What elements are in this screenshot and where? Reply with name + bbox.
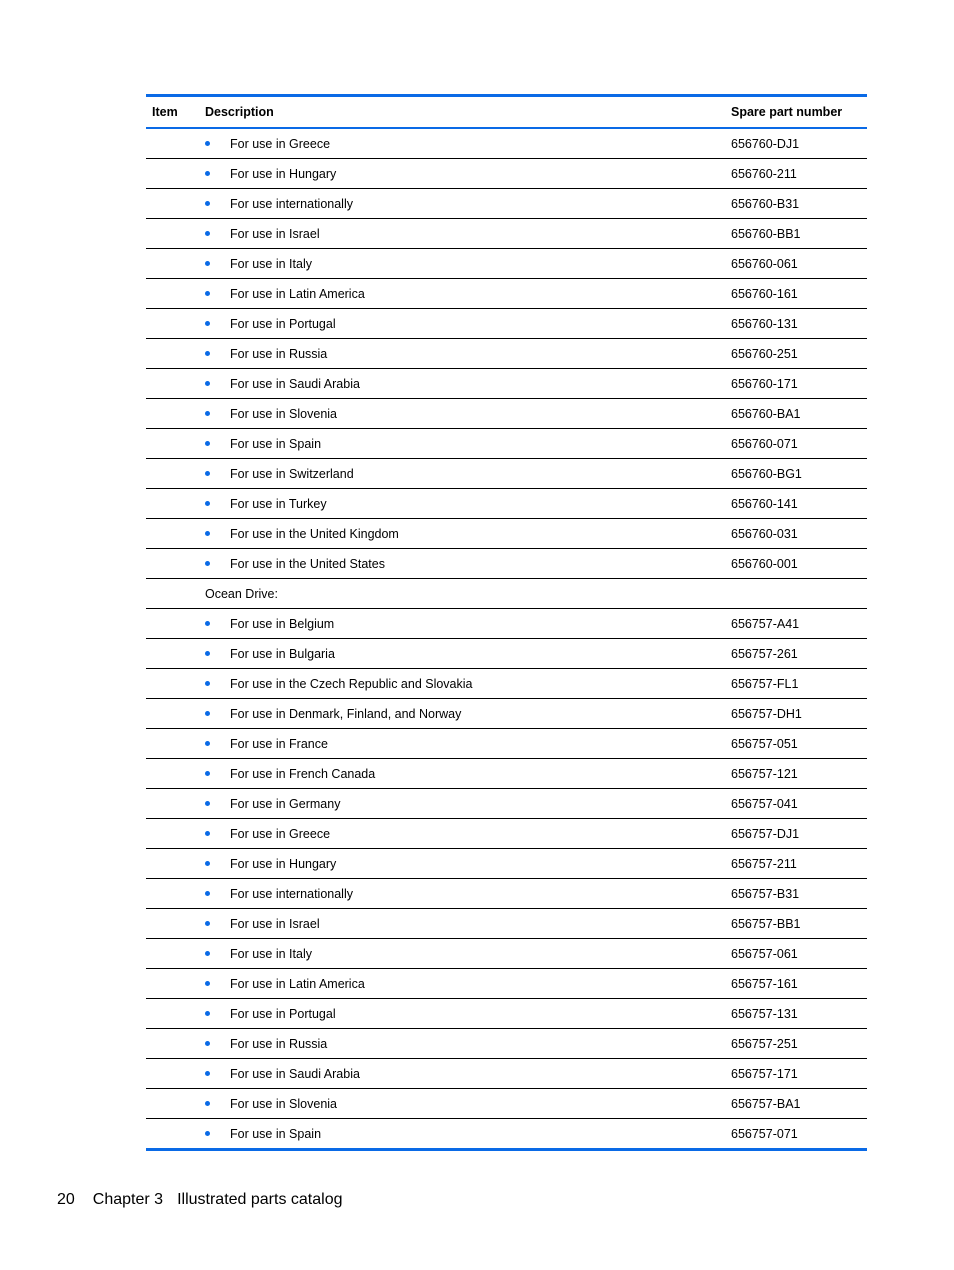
spare-part-number-cell: 656757-BA1 (725, 1089, 867, 1119)
table-row (146, 879, 867, 909)
table-row (146, 1119, 867, 1150)
bullet-icon (205, 411, 210, 416)
item-cell (146, 519, 199, 549)
item-cell (146, 249, 199, 279)
spare-part-number-cell: 656757-BB1 (725, 909, 867, 939)
description-text: Ocean Drive: (205, 586, 278, 601)
item-cell (146, 339, 199, 369)
table-row (146, 909, 867, 939)
item-cell (146, 999, 199, 1029)
bullet-icon (205, 291, 210, 296)
description-text: For use in Russia (230, 1036, 328, 1051)
bullet-icon (205, 981, 210, 986)
description-cell (199, 999, 725, 1029)
table-row (146, 669, 867, 699)
spare-part-number-cell: 656757-131 (725, 999, 867, 1029)
description-cell (199, 279, 725, 309)
spare-part-number-cell: 656757-DH1 (725, 699, 867, 729)
item-cell (146, 819, 199, 849)
bullet-icon (205, 1041, 210, 1046)
bullet-icon (205, 201, 210, 206)
bullet-icon (205, 531, 210, 536)
description-cell (199, 219, 725, 249)
chapter-title: Illustrated parts catalog (177, 1191, 343, 1208)
item-cell (146, 1089, 199, 1119)
description-cell (199, 1059, 725, 1089)
table-row (146, 219, 867, 249)
bullet-icon (205, 741, 210, 746)
description-cell (199, 969, 725, 999)
description-text: For use in Portugal (230, 1006, 336, 1021)
description-cell (199, 459, 725, 489)
table-row (146, 399, 867, 429)
bullet-icon (205, 351, 210, 356)
spare-part-number-cell: 656760-131 (725, 309, 867, 339)
bullet-icon (205, 831, 210, 836)
description-cell (199, 519, 725, 549)
table-row (146, 1029, 867, 1059)
spare-part-number-cell: 656760-211 (725, 159, 867, 189)
table-row (146, 159, 867, 189)
description-cell (199, 1089, 725, 1119)
description-cell (199, 849, 725, 879)
item-cell (146, 1059, 199, 1089)
item-cell (146, 309, 199, 339)
description-cell (199, 159, 725, 189)
header-spare-part-number: Spare part number (725, 96, 867, 129)
description-cell (199, 309, 725, 339)
table-row (146, 969, 867, 999)
spare-part-number-cell: 656757-061 (725, 939, 867, 969)
spare-part-number-cell: 656757-211 (725, 849, 867, 879)
table-row (146, 999, 867, 1029)
spare-part-number-cell: 656757-051 (725, 729, 867, 759)
table-row (146, 759, 867, 789)
description-cell (199, 429, 725, 459)
header-description: Description (199, 96, 725, 129)
description-cell (199, 399, 725, 429)
spare-part-number-cell: 656757-041 (725, 789, 867, 819)
description-text: For use in Saudi Arabia (230, 376, 360, 391)
description-text: For use in Turkey (230, 496, 327, 511)
spare-part-number-cell: 656757-071 (731, 1126, 798, 1141)
item-cell (146, 639, 199, 669)
item-cell (146, 549, 199, 579)
table-row (146, 939, 867, 969)
table-row (146, 249, 867, 279)
bullet-icon (205, 651, 210, 656)
description-text: For use in Latin America (230, 286, 365, 301)
item-cell (146, 759, 199, 789)
table-row (146, 699, 867, 729)
description-text: For use in Germany (230, 796, 341, 811)
page-footer (57, 1191, 342, 1209)
bullet-icon (205, 921, 210, 926)
item-cell (146, 159, 199, 189)
spare-part-number-cell: 656760-251 (725, 339, 867, 369)
bullet-icon (205, 501, 210, 506)
spare-part-number-cell: 656757-251 (725, 1029, 867, 1059)
table-row (146, 128, 867, 159)
description-text: For use in France (230, 736, 328, 751)
table-row (146, 189, 867, 219)
item-cell (146, 789, 199, 819)
bullet-icon (205, 861, 210, 866)
table-header-row (146, 96, 867, 129)
description-text: For use in Hungary (230, 166, 337, 181)
table-row (146, 729, 867, 759)
item-cell (146, 279, 199, 309)
item-cell (146, 219, 199, 249)
description-text: For use in the United States (230, 556, 385, 571)
table-row (146, 309, 867, 339)
item-cell (146, 579, 199, 609)
description-text: For use in Greece (230, 136, 331, 151)
description-text: For use in Denmark, Finland, and Norway (230, 706, 462, 721)
table-row (146, 339, 867, 369)
spare-part-number-cell: 656760-DJ1 (725, 128, 867, 159)
table-row (146, 819, 867, 849)
item-cell (146, 369, 199, 399)
bullet-icon (205, 771, 210, 776)
item-cell (146, 909, 199, 939)
spare-part-number-cell: 656757-121 (725, 759, 867, 789)
bullet-icon (205, 141, 210, 146)
description-text: For use in Italy (230, 256, 312, 271)
bullet-icon (205, 1101, 210, 1106)
item-cell (146, 849, 199, 879)
table-row (146, 489, 867, 519)
description-text: For use in Belgium (230, 616, 335, 631)
bullet-icon (205, 231, 210, 236)
description-text: For use in Spain (230, 436, 322, 451)
table-row (146, 1059, 867, 1089)
description-text: For use in Slovenia (230, 1096, 338, 1111)
item-cell (146, 1119, 199, 1150)
table-row (146, 519, 867, 549)
bullet-icon (205, 381, 210, 386)
page-number: 20 (57, 1191, 75, 1208)
description-cell (199, 819, 725, 849)
bullet-icon (205, 711, 210, 716)
spare-part-number-cell: 656760-BG1 (725, 459, 867, 489)
spare-part-number-cell: 656757-FL1 (725, 669, 867, 699)
description-text: For use in Israel (230, 916, 320, 931)
table-row (146, 789, 867, 819)
bullet-icon (205, 951, 210, 956)
table-row (146, 849, 867, 879)
description-cell (199, 639, 725, 669)
bullet-icon (205, 441, 210, 446)
spare-part-number-cell: 656760-BB1 (725, 219, 867, 249)
description-text: For use in Spain (230, 1126, 322, 1141)
description-cell (199, 789, 725, 819)
table-row (146, 549, 867, 579)
description-cell (199, 369, 725, 399)
table-row (146, 609, 867, 639)
bullet-icon (205, 1071, 210, 1076)
description-cell (199, 609, 725, 639)
bullet-icon (205, 471, 210, 476)
description-cell (199, 939, 725, 969)
description-text: For use in Israel (230, 226, 320, 241)
spare-part-number-cell: 656760-161 (725, 279, 867, 309)
bullet-icon (205, 891, 210, 896)
description-cell (199, 579, 725, 609)
spare-part-number-cell: 656760-171 (725, 369, 867, 399)
bullet-icon (205, 261, 210, 266)
spare-part-number-cell: 656760-B31 (725, 189, 867, 219)
description-text: For use in French Canada (230, 766, 376, 781)
item-cell (146, 699, 199, 729)
description-cell (199, 489, 725, 519)
bullet-icon (205, 561, 210, 566)
description-cell (199, 1029, 725, 1059)
item-cell (146, 669, 199, 699)
bullet-icon (205, 621, 210, 626)
bullet-icon (205, 321, 210, 326)
description-cell (199, 549, 725, 579)
table-row (146, 279, 867, 309)
bullet-icon (205, 1011, 210, 1016)
description-text: For use in Russia (230, 346, 328, 361)
spare-part-number-cell: 656760-031 (725, 519, 867, 549)
table-row (146, 429, 867, 459)
spare-part-number-cell: 656760-001 (725, 549, 867, 579)
spare-part-number-cell: 656757-DJ1 (725, 819, 867, 849)
spare-part-number-cell: 656760-141 (725, 489, 867, 519)
bullet-icon (205, 801, 210, 806)
spare-part-number-cell: 656757-261 (725, 639, 867, 669)
description-cell (199, 189, 725, 219)
item-cell (146, 489, 199, 519)
item-cell (146, 459, 199, 489)
description-text: For use in the Czech Republic and Slovakia (230, 676, 473, 691)
description-text: For use in Bulgaria (230, 646, 335, 661)
description-text: For use in Hungary (230, 856, 337, 871)
table-body (146, 128, 867, 1150)
item-cell (146, 939, 199, 969)
bullet-icon (205, 171, 210, 176)
spare-part-number-cell: 656760-071 (725, 429, 867, 459)
description-text: For use in Portugal (230, 316, 336, 331)
description-cell (199, 249, 725, 279)
description-text: For use in Latin America (230, 976, 365, 991)
description-cell (199, 699, 725, 729)
spare-parts-table (146, 94, 867, 1151)
description-text: For use in Saudi Arabia (230, 1066, 360, 1081)
bullet-icon (205, 1131, 210, 1136)
spare-part-number-cell: 656760-061 (725, 249, 867, 279)
item-cell (146, 879, 199, 909)
description-text: For use in Greece (230, 826, 331, 841)
spare-part-number-cell: 656757-B31 (725, 879, 867, 909)
description-cell (199, 909, 725, 939)
table-row (146, 1089, 867, 1119)
table-row (146, 459, 867, 489)
item-cell (146, 399, 199, 429)
description-text: For use in Slovenia (230, 406, 338, 421)
table-row (146, 369, 867, 399)
description-text: For use internationally (230, 196, 353, 211)
spare-part-number-cell: 656757-171 (725, 1059, 867, 1089)
spare-part-number-cell: 656760-BA1 (725, 399, 867, 429)
item-cell (146, 969, 199, 999)
spare-part-number-cell (725, 579, 867, 609)
description-text: For use in Italy (230, 946, 312, 961)
header-item: Item (146, 96, 199, 129)
item-cell (146, 128, 199, 159)
item-cell (146, 429, 199, 459)
chapter-label: Chapter 3 (92, 1191, 164, 1208)
description-cell (199, 128, 725, 159)
item-cell (146, 1029, 199, 1059)
spare-part-number-cell: 656757-161 (725, 969, 867, 999)
description-text: For use in Switzerland (230, 466, 354, 481)
description-text: For use in the United Kingdom (230, 526, 399, 541)
description-cell (199, 759, 725, 789)
description-cell (199, 339, 725, 369)
bullet-icon (205, 681, 210, 686)
table-row (146, 639, 867, 669)
description-text: For use internationally (230, 886, 353, 901)
item-cell (146, 729, 199, 759)
item-cell (146, 189, 199, 219)
description-cell (199, 729, 725, 759)
item-cell (146, 609, 199, 639)
table-section-row (146, 579, 867, 609)
description-cell (199, 669, 725, 699)
description-cell (199, 1119, 725, 1150)
spare-part-number-cell: 656757-A41 (725, 609, 867, 639)
description-cell (199, 879, 725, 909)
